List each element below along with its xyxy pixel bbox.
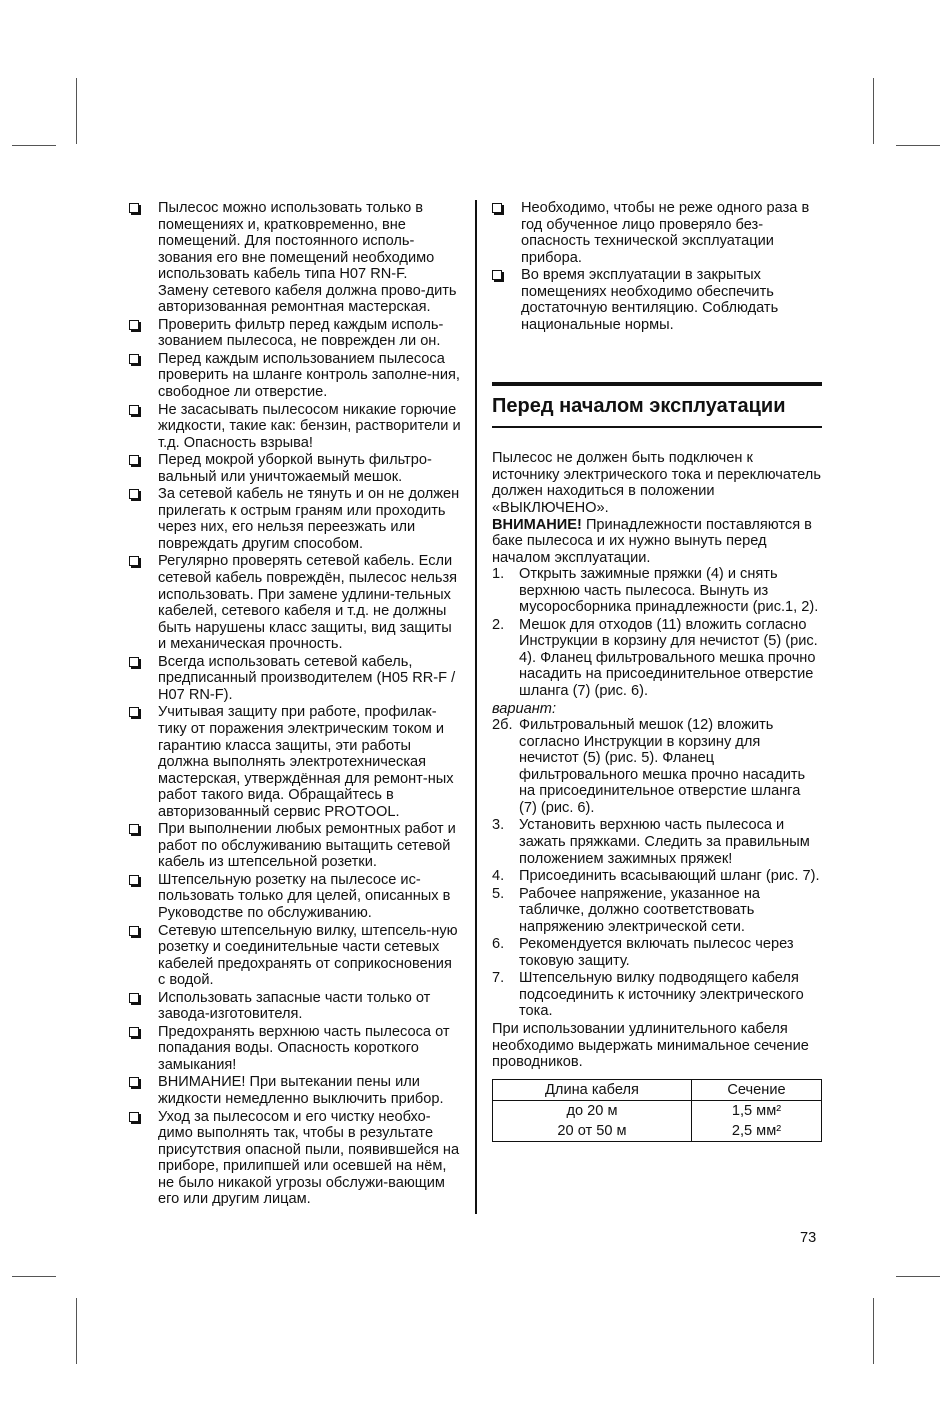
step-number: 1. (492, 566, 505, 583)
bullet-item: Перед каждым использованием пылесоса проверить на шланге контроль заполне-ния, свободное ли отверстие. (129, 351, 461, 401)
checkbox-bullet-icon (129, 455, 139, 465)
intro-paragraph: Пылесос не должен быть подключен к источнику электрического тока и переключатель должен находиться в положении «ВЫКЛЮЧЕНО». (492, 450, 821, 517)
crop-mark (12, 145, 56, 146)
left-column (129, 200, 461, 1209)
variant-label: вариант: (492, 700, 557, 717)
bullet-item: Использовать запасные части только от завода-изготовителя. (129, 990, 461, 1023)
checkbox-bullet-icon (129, 875, 139, 885)
table-cell: 2,5 мм² (691, 1121, 821, 1142)
checkbox-bullet-icon (129, 405, 139, 415)
checkbox-bullet-icon (129, 926, 139, 936)
checkbox-bullet-icon (129, 320, 139, 330)
checkbox-bullet-icon (129, 489, 139, 499)
bullet-item: ВНИМАНИЕ! При вытекании пены или жидкости немедленно выключить прибор. (129, 1074, 461, 1107)
step-number: 7. (492, 970, 505, 987)
table-header-cell: Сечение (691, 1079, 821, 1100)
step-item (492, 566, 822, 616)
bullet-item: Проверить фильтр перед каждым исполь-зованием пылесоса, не поврежден ли он. (129, 317, 461, 350)
step-text: Рекомендуется включать пылесос через токовую защиту. (519, 936, 794, 969)
checkbox-bullet-icon (129, 824, 139, 834)
bullet-item: Сетевую штепсельную вилку, штепсель-ную розетку и соединительные части сетевых кабелей предохранять от соприкосновения с водой. (129, 923, 461, 989)
bullet-item: Не засасывать пылесосом никакие горючие жидкости, такие как: бензин, растворители и т.д. Опасность взрыва! (129, 402, 461, 452)
bullet-item: При выполнении любых ремонтных работ и работ по обслуживанию вытащить сетевой кабель из штепсельной розетки. (129, 821, 461, 871)
bullet-item: Всегда использовать сетевой кабель, предписанный производителем (H05 RR-F / H07 RN-F). (129, 654, 461, 704)
bullet-item: Во время эксплуатации в закрытых помещениях необходимо обеспечить достаточную вентиляцию. Соблюдать национальные нормы. (492, 267, 822, 333)
table-cell: до 20 м (493, 1100, 692, 1121)
step-text: Мешок для отходов (11) вложить согласно Инструкции в корзину для нечистот (5) (рис. 4). Фланец фильтровального мешка прочно насадить на присоединительное отверстие шланга (7) (рис. 6). (519, 616, 818, 700)
crop-mark (76, 78, 77, 144)
checkbox-bullet-icon (492, 270, 502, 280)
crop-mark (12, 1276, 56, 1277)
bullet-item: Необходимо, чтобы не реже одного раза в год обученное лицо проверяло без-опасность технической эксплуатации прибора. (492, 200, 822, 266)
checkbox-bullet-icon (129, 993, 139, 1003)
step-number: 6. (492, 936, 505, 953)
step-text: Открыть зажимные пряжки (4) и снять верхнюю часть пылесоса. Вынуть из мусоросборника принадлежности (рис.1, 2). (519, 566, 819, 616)
warning-label: ВНИМАНИЕ! (492, 516, 582, 533)
step-number: 3. (492, 817, 505, 834)
step-number: 2б. (492, 717, 513, 734)
checkbox-bullet-icon (129, 657, 139, 667)
crop-mark (896, 1276, 940, 1277)
safety-bullet-list-continued (492, 200, 822, 333)
page-number: 73 (800, 1230, 817, 1246)
checkbox-bullet-icon (129, 1112, 139, 1122)
warning-text: Принадлежности поставляются в баке пылесоса и их нужно вынуть перед началом эксплуатации. (492, 516, 812, 566)
table-row (493, 1100, 822, 1121)
bullet-item: Предохранять верхнюю часть пылесоса от попадания воды. Опасность короткого замыкания! (129, 1024, 461, 1074)
checkbox-bullet-icon (129, 354, 139, 364)
right-column (492, 200, 822, 1142)
bullet-item: Пылесос можно использовать только в помещениях и, кратковременно, вне помещений. Для постоянного исполь-зования его вне помещений необходимо использовать кабель типа H07 RN-F. Замену сетевого кабеля должна прово-дить авторизованная ремонтная мастерская. (129, 200, 461, 316)
crop-mark (873, 1298, 874, 1364)
bullet-item: За сетевой кабель не тянуть и он не должен прилегать к острым граням или проходить через них, его нельзя переезжать или повреждать другим способом. (129, 486, 461, 552)
step-item (492, 817, 822, 867)
table-header-row (493, 1079, 822, 1100)
table-row (493, 1121, 822, 1142)
bullet-item: Учитывая защиту при работе, профилак-тику от поражения электрическим током и гарантию класса защиты, эти работы должна выполнять электротехническая мастерская, утверждённая для ремонт-ных работ такого вида. Обращайтесь в авторизованный сервис PROTOOL. (129, 704, 461, 820)
column-divider (475, 200, 477, 1214)
step-text: Присоединить всасывающий шланг (рис. 7). (519, 868, 820, 885)
step-number: 2. (492, 616, 505, 633)
crop-mark (896, 145, 940, 146)
section-rule-top (492, 382, 822, 386)
cable-section-table (492, 1079, 822, 1142)
checkbox-bullet-icon (129, 1077, 139, 1087)
step-text: Установить верхнюю часть пылесоса и зажать пряжками. Следить за правильным положением зажимных пряжек! (519, 817, 810, 867)
step-text: Штепсельную вилку подводящего кабеля подсоединить к источнику электрического тока. (519, 970, 804, 1020)
checkbox-bullet-icon (129, 1027, 139, 1037)
step-text: Рабочее напряжение, указанное на табличке, должно соответствовать напряжению электрической сети. (519, 885, 761, 935)
step-item (492, 936, 822, 969)
step-item (492, 970, 822, 1020)
checkbox-bullet-icon (129, 556, 139, 566)
section-title: Перед началом эксплуатации (492, 395, 786, 418)
bullet-item: Регулярно проверять сетевой кабель. Если сетевой кабель повреждён, пылесос нельзя использовать. При замене удлини-тельных кабелей, сетевого кабеля и т.д. не должны быть нарушены класс защиты, вид защиты и механическая прочность. (129, 553, 461, 652)
step-item (492, 617, 822, 700)
bullet-item: Перед мокрой уборкой вынуть фильтро-вальный или уничтожаемый мешок. (129, 452, 461, 485)
step-number: 4. (492, 868, 505, 885)
table-cell: 1,5 мм² (691, 1100, 821, 1121)
step-item (492, 886, 822, 936)
checkbox-bullet-icon (492, 203, 502, 213)
bullet-item: Уход за пылесосом и его чистку необхо-димо выполнять так, чтобы в результате присутствия опасной пыли, появившейся на приборе, прилипшей или осевшей на нём, не было никакой угрозы обслужи-вающим его или другим лицам. (129, 1109, 461, 1208)
step-item (492, 717, 822, 816)
table-cell: 20 от 50 м (493, 1121, 692, 1142)
outro-paragraph: При использовании удлинительного кабеля необходимо выдержать минимальное сечение проводников. (492, 1020, 809, 1071)
step-text: Фильтровальный мешок (12) вложить согласно Инструкции в корзину для нечистот (5) (рис. 5). Фланец фильтровального мешка прочно насадить на присоединительное отверстие шланга (7) (рис. 6). (519, 717, 806, 816)
table-header-cell: Длина кабеля (493, 1079, 692, 1100)
bullet-item: Штепсельную розетку на пылесосе ис-пользовать только для целей, описанных в Руководстве по обслуживанию. (129, 872, 461, 922)
crop-mark (76, 1298, 77, 1364)
checkbox-bullet-icon (129, 203, 139, 213)
step-item (492, 868, 822, 885)
checkbox-bullet-icon (129, 707, 139, 717)
safety-bullet-list (129, 200, 461, 1208)
steps-list (492, 566, 822, 699)
warning-paragraph (492, 517, 822, 567)
step-number: 5. (492, 885, 505, 902)
steps-list-variant (492, 717, 822, 1020)
crop-mark (873, 78, 874, 144)
